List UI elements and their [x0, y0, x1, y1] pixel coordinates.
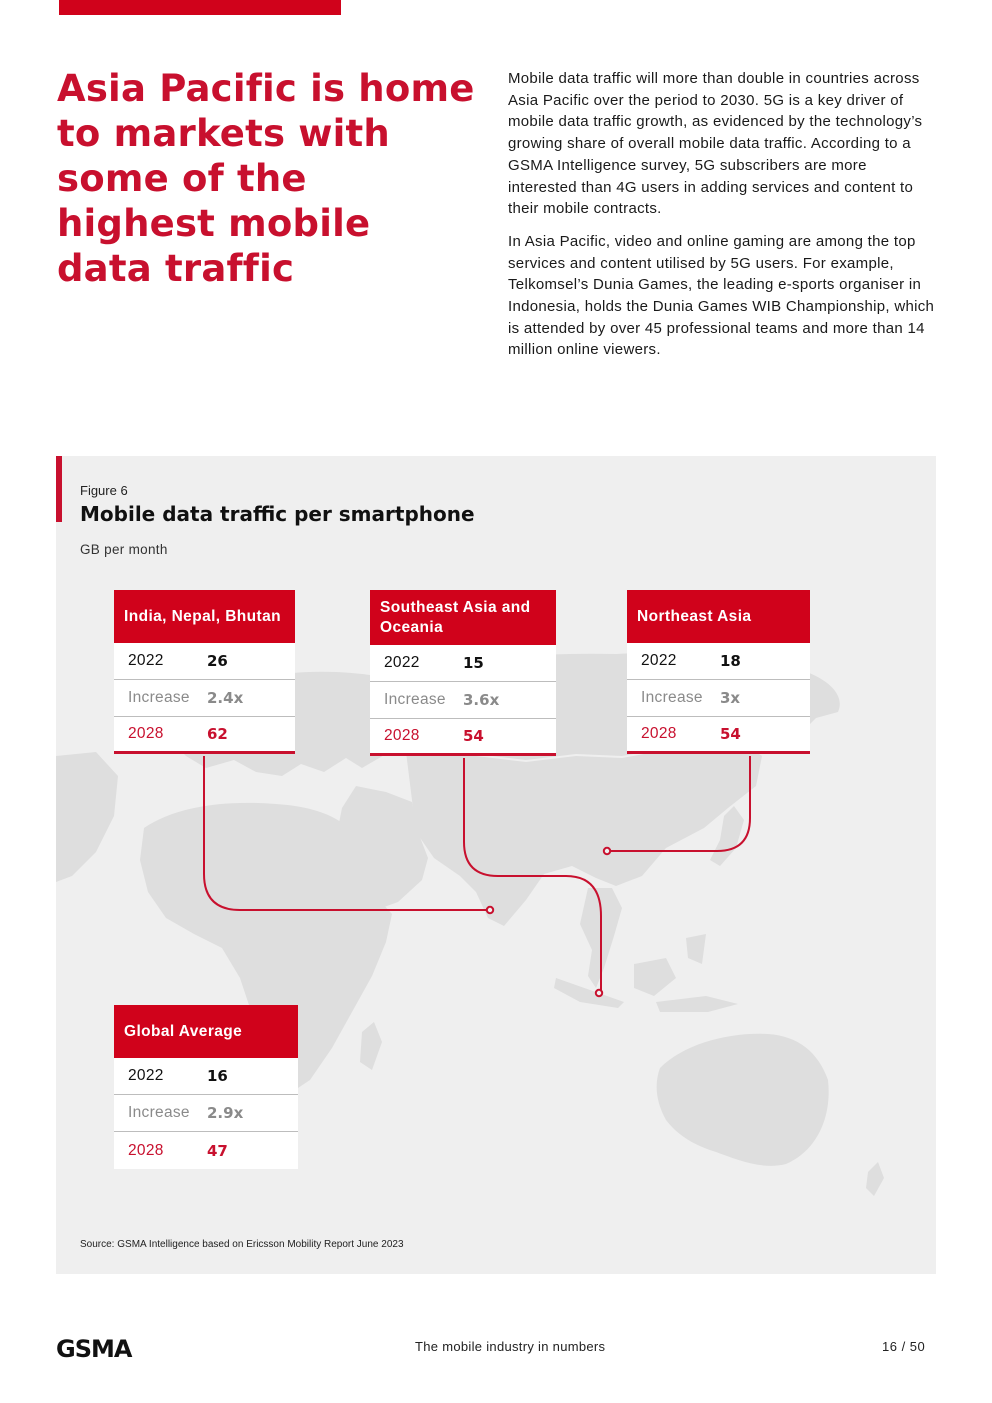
value-2022: 15 [463, 654, 484, 672]
row-label: 2028 [128, 725, 164, 742]
value-2022: 18 [720, 652, 741, 670]
page-headline: Asia Pacific is home to markets with some of the highest mobile data traffic [57, 67, 475, 290]
region-card-southeast-asia [370, 590, 556, 756]
row-2028 [627, 717, 810, 754]
page-number: 16 / 50 [882, 1339, 926, 1354]
intro-paragraph-1: Mobile data traffic will more than double in countries across Asia Pacific over the period to 2030. 5G is a key driver of mobile data traffic growth, as evidenced by the technology’s growing share of overall mobile data traffic. According to a GSMA Intelligence survey, 5G subscribers are more interested than 4G users in adding services and content to their mobile contracts. [508, 70, 923, 218]
row-label: 2022 [128, 652, 164, 669]
value-increase: 2.4x [207, 689, 244, 707]
row-increase [114, 680, 295, 717]
region-name: Southeast Asia and Oceania [370, 590, 556, 645]
region-card-india [114, 590, 295, 754]
row-label: Increase [384, 691, 446, 708]
row-2028 [370, 719, 556, 756]
footer-title: The mobile industry in numbers [415, 1339, 606, 1354]
connector-ne-asia [607, 756, 750, 851]
intro-paragraph-2: In Asia Pacific, video and online gaming are among the top services and content utilised by 5G users. For example, Telkomsel’s Dunia Games, the leading e-sports organiser in Indonesia, holds the Dunia Games WIB Championship, which is attended by over 45 professional teams and more than 14 million online viewers. [508, 232, 935, 359]
row-2028 [114, 717, 295, 754]
value-2022: 26 [207, 652, 228, 670]
figure-panel [56, 456, 936, 1274]
gsma-logo [56, 1337, 180, 1359]
figure-label: Figure 6 [80, 483, 128, 498]
value-2028: 54 [720, 725, 741, 743]
row-label: 2022 [128, 1067, 164, 1084]
row-label: 2028 [641, 725, 677, 742]
row-2022 [114, 643, 295, 680]
row-2028 [114, 1132, 298, 1169]
row-2022 [370, 645, 556, 682]
value-increase: 2.9x [207, 1104, 244, 1122]
value-increase: 3.6x [463, 691, 500, 709]
connector-dot-sea [596, 990, 602, 996]
connector-dot-india [487, 907, 493, 913]
region-card-global-average [114, 1005, 298, 1169]
connector-dot-ne-asia [604, 848, 610, 854]
figure-source: Source: GSMA Intelligence based on Ericsson Mobility Report June 2023 [80, 1239, 404, 1250]
row-label: 2022 [641, 652, 677, 669]
row-label: Increase [128, 689, 190, 706]
value-2028: 54 [463, 727, 484, 745]
row-increase [370, 682, 556, 719]
row-label: 2028 [128, 1141, 164, 1159]
intro-text [508, 68, 938, 372]
value-2028: 62 [207, 725, 228, 743]
row-2022 [627, 643, 810, 680]
region-card-northeast-asia [627, 590, 810, 754]
top-accent-bar [59, 0, 341, 15]
connector-india [204, 756, 490, 910]
value-increase: 3x [720, 689, 741, 707]
value-2022: 16 [207, 1067, 228, 1085]
figure-unit: GB per month [80, 542, 168, 557]
row-label: 2022 [384, 654, 420, 671]
row-label: 2028 [384, 727, 420, 744]
row-label: Increase [128, 1104, 190, 1121]
row-increase [627, 680, 810, 717]
region-name: Northeast Asia [627, 590, 810, 643]
row-increase [114, 1095, 298, 1132]
figure-title: Mobile data traffic per smartphone [80, 502, 475, 526]
logo-text: GSMA [56, 1337, 132, 1359]
value-2028: 47 [207, 1141, 228, 1160]
region-name: India, Nepal, Bhutan [114, 590, 295, 643]
connector-sea [464, 758, 601, 992]
row-label: Increase [641, 689, 703, 706]
row-2022 [114, 1058, 298, 1095]
region-name: Global Average [114, 1005, 298, 1058]
